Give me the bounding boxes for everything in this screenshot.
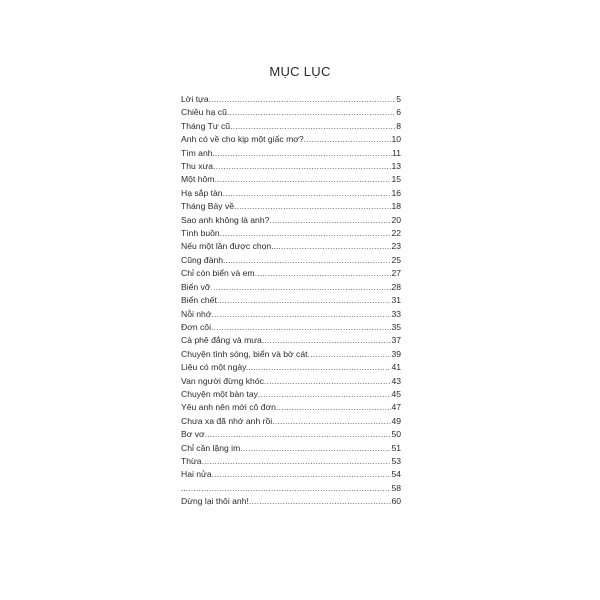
toc-entry (181, 93, 401, 106)
toc-dot-leader (223, 187, 392, 200)
toc-entry-title: Tình buồn (181, 228, 220, 239)
toc-entry (181, 361, 401, 374)
toc-dot-leader (240, 442, 391, 455)
toc-entry-title: ... (181, 482, 189, 493)
toc-dot-leader (230, 120, 396, 133)
toc-entry (181, 240, 401, 253)
toc-entry-page-number: 45 (391, 388, 401, 399)
toc-entry-title: Tháng Bảy về (181, 201, 235, 212)
toc-entry (181, 294, 401, 307)
toc-entry (181, 267, 401, 280)
toc-entry (181, 214, 401, 227)
toc-entry-title: Biển vỡ (181, 281, 211, 292)
toc-entry-title: Chỉ cần lặng im (181, 442, 241, 453)
toc-dot-leader (213, 160, 391, 173)
toc-dot-leader (272, 415, 391, 428)
toc-dot-leader (253, 361, 391, 374)
toc-entry-title: Thừa (181, 455, 202, 466)
toc-entry-title: Tháng Tư cũ (181, 120, 231, 131)
toc-entry (181, 106, 401, 119)
toc-entry (181, 133, 401, 146)
toc-entry-title: Cũng đành... (181, 254, 231, 265)
toc-entry-page-number: 20 (391, 214, 401, 225)
toc-entry-title: Chuyện tình sóng, biển và bờ cát (181, 348, 308, 359)
toc-dot-leader (220, 147, 392, 160)
toc-entry-page-number: 13 (391, 161, 401, 172)
toc-entry-title: Đơn côi (181, 321, 211, 332)
toc-dot-leader (205, 428, 392, 441)
toc-entry-title: Hạ sắp tàn (181, 187, 223, 198)
toc-dot-leader (211, 281, 392, 294)
toc-entry-page-number: 41 (391, 362, 401, 373)
toc-entry (181, 482, 401, 495)
toc-entry-title: Sao anh không là anh? (181, 214, 270, 225)
toc-dot-leader (211, 321, 391, 334)
toc-entry-page-number: 11 (392, 147, 401, 158)
toc-entry-title: Một hôm (181, 174, 215, 185)
toc-entry-page-number: 33 (391, 308, 401, 319)
toc-entry-page-number: 22 (391, 228, 401, 239)
toc-entry (181, 254, 401, 267)
toc-entry (181, 160, 401, 173)
toc-entry-title: Cà phê đắng và mưa (181, 335, 262, 346)
toc-entry-title: Lời tựa (181, 94, 209, 104)
toc-entry (181, 442, 401, 455)
toc-entry (181, 495, 401, 508)
toc-entry-page-number: 31 (391, 295, 401, 306)
toc-entry-title: Hai nửa (181, 469, 212, 480)
toc-dot-leader (304, 133, 392, 146)
toc-entry-page-number: 54 (391, 469, 401, 480)
toc-dot-leader (188, 482, 391, 495)
toc-dot-leader (230, 254, 391, 267)
toc-entry-title: Bơ vơ (181, 429, 205, 440)
toc-entry-title: Chuyện một bàn tay (181, 388, 258, 399)
toc-entry-page-number: 23 (391, 241, 401, 252)
toc-entry-page-number: 6 (396, 107, 401, 118)
toc-dot-leader (211, 308, 391, 321)
toc-dot-leader (249, 495, 392, 508)
toc-entry-page-number: 10 (391, 134, 401, 145)
toc-entry-title: Van người đừng khóc (181, 375, 264, 386)
toc-entry-page-number: 60 (391, 496, 401, 507)
toc-entry (181, 227, 401, 240)
toc-dot-leader (214, 173, 391, 186)
toc-entry-page-number: 35 (391, 321, 401, 332)
toc-dot-leader (258, 388, 392, 401)
toc-entry-title: Biển chết (181, 295, 217, 306)
toc-entry (181, 120, 401, 133)
toc-dot-leader (220, 227, 392, 240)
toc-dot-leader (278, 240, 391, 253)
toc-dot-leader (269, 214, 391, 227)
page-title: MỤC LỤC (269, 64, 331, 79)
toc-entry-title: Chỉ còn biển và em (181, 268, 255, 279)
toc-dot-leader (264, 375, 392, 388)
toc-entry-page-number: 51 (391, 442, 401, 453)
toc-dot-leader (234, 200, 391, 213)
toc-entry (181, 200, 401, 213)
toc-entry-page-number: 8 (396, 120, 401, 131)
toc-entry-page-number: 28 (391, 281, 401, 292)
toc-entry-page-number: 15 (391, 174, 401, 185)
toc-entry-page-number: 53 (391, 455, 401, 466)
toc-entry-page-number: 58 (391, 482, 401, 493)
toc-entry-title: Chiều hạ cũ (181, 107, 227, 118)
toc-entry-title: Thu xưa (181, 161, 214, 172)
toc-entry (181, 388, 401, 401)
toc-dot-leader (276, 401, 392, 414)
toc-entry-title: Nỗi nhớ (181, 308, 212, 319)
toc-entry-page-number: 16 (391, 187, 401, 198)
toc-entry-title: Anh có về cho kịp một giấc mơ? (181, 134, 304, 145)
toc-entry-page-number: 49 (391, 415, 401, 426)
toc-entry (181, 375, 401, 388)
toc-entry-page-number: 43 (391, 375, 401, 386)
toc-entry (181, 348, 401, 361)
toc-entry-page-number: 39 (391, 348, 401, 359)
toc-entry (181, 468, 401, 481)
toc-dot-leader (209, 93, 397, 106)
toc-entry-title: Dừng lại thôi anh! (181, 496, 249, 507)
toc-entry (181, 321, 401, 334)
toc-entry-title: Chưa xa đã nhớ anh rồi (181, 415, 273, 426)
toc-dot-leader (217, 294, 392, 307)
toc-dot-leader (308, 348, 392, 361)
table-of-contents (181, 93, 401, 509)
toc-entry (181, 401, 401, 414)
toc-dot-leader (262, 334, 392, 347)
toc-entry-title: Tìm anh... (181, 147, 220, 158)
toc-entry-page-number: 47 (391, 402, 401, 413)
toc-entry-title: Yêu anh nên mới cô đơn (181, 402, 276, 413)
toc-entry (181, 281, 401, 294)
toc-entry-page-number: 37 (391, 335, 401, 346)
toc-entry (181, 173, 401, 186)
toc-entry-page-number: 50 (391, 429, 401, 440)
toc-entry-page-number: 5 (396, 94, 401, 104)
toc-entry-title: Liệu có một ngày... (181, 362, 253, 373)
toc-entry (181, 187, 401, 200)
toc-dot-leader (227, 106, 396, 119)
toc-entry-page-number: 27 (391, 268, 401, 279)
toc-entry-page-number: 25 (391, 254, 401, 265)
toc-entry (181, 428, 401, 441)
toc-entry-title: Nếu một lần được chọn... (181, 241, 279, 252)
toc-entry (181, 334, 401, 347)
toc-dot-leader (202, 455, 392, 468)
toc-entry (181, 455, 401, 468)
toc-dot-leader (212, 468, 392, 481)
toc-entry (181, 147, 401, 160)
toc-dot-leader (255, 267, 392, 280)
toc-entry-page-number: 18 (391, 201, 401, 212)
toc-entry (181, 415, 401, 428)
toc-entry (181, 308, 401, 321)
